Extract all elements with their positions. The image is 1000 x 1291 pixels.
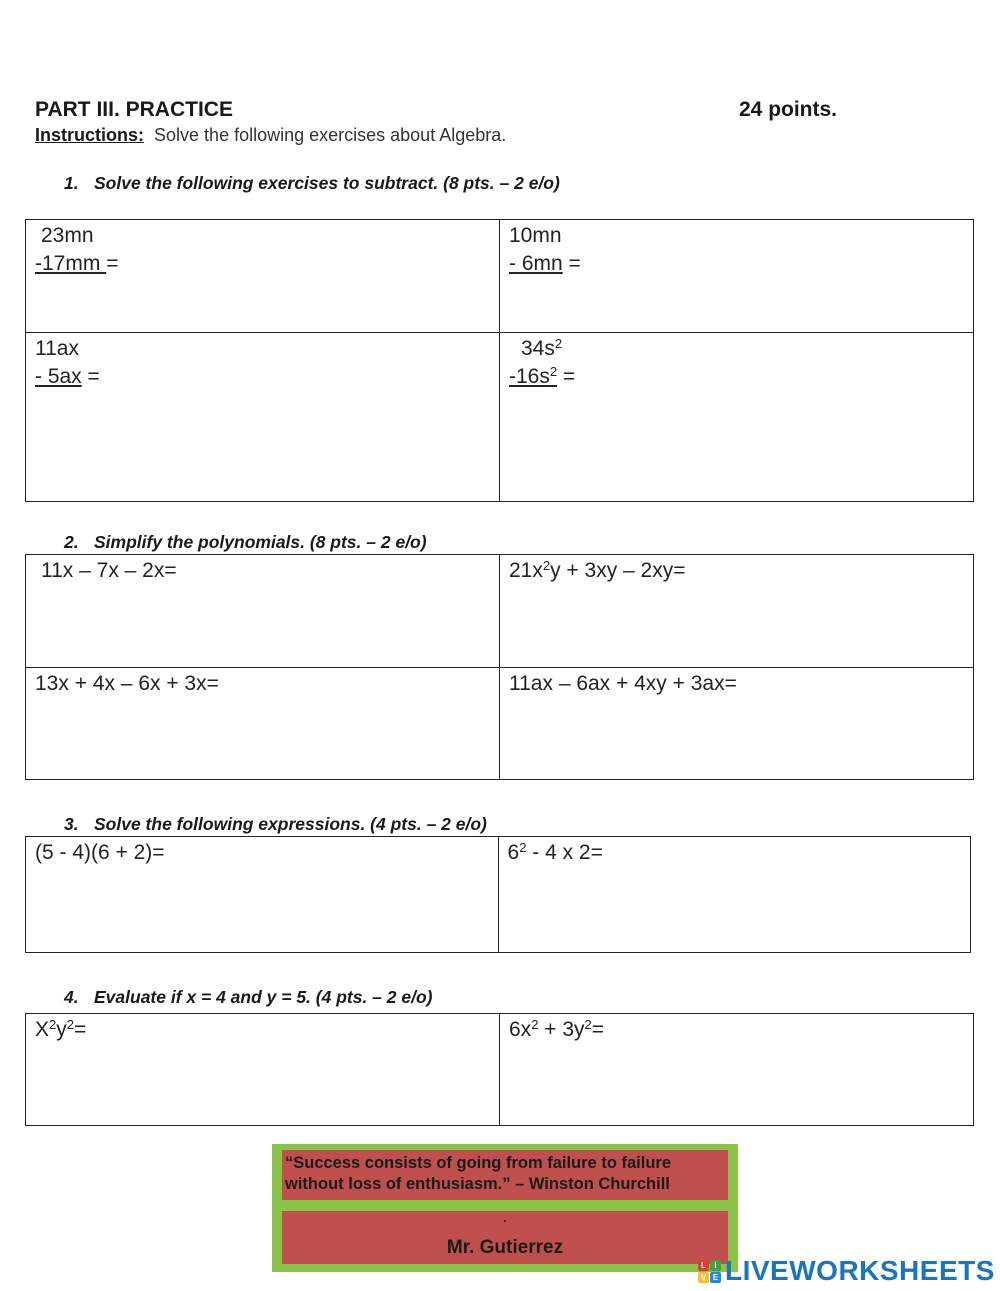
minuend: 11ax [35,337,79,360]
instructions-label: Instructions: [35,125,145,145]
question-3-heading [64,814,487,835]
answer-cell[interactable] [26,220,500,333]
question-text: Solve the following expressions. (4 pts. – 2 e/o) [94,814,487,834]
answer-cell[interactable] [500,333,974,502]
instructions [35,125,506,146]
expression: $X^2y^2=$ [35,1017,87,1041]
answer-cell[interactable] [26,668,500,780]
question-2-heading [64,532,427,553]
question-1-table [25,219,974,502]
signature-dot: . [503,1211,507,1225]
minuend: $34s^2$ [521,336,563,360]
answer-cell[interactable] [26,555,500,668]
subtrahend: -17mm = [35,252,119,275]
minuend: 10mn [509,224,562,247]
question-4-table [25,1013,974,1126]
expression: 13x + 4x – 6x + 3x= [35,672,219,695]
subtrahend: $-16s^2$ = [509,364,576,388]
question-2-table [25,554,974,780]
question-text: Simplify the polynomials. (8 pts. – 2 e/o) [94,532,427,552]
expression: $6^2 - 4$ x 2= [507,840,603,864]
page-title: PART III. PRACTICE [35,98,233,121]
expression: 11ax – 6ax + 4xy + 3ax= [509,672,737,695]
answer-cell[interactable] [26,333,500,502]
quote-text: “Success consists of going from failure to failure without loss of enthusiasm.” – Winston Churchill [282,1150,728,1200]
answer-cell[interactable] [500,1014,974,1126]
question-number: 3. [64,814,79,834]
answer-cell[interactable] [500,668,974,780]
answer-cell[interactable] [26,837,499,953]
instructions-text: Solve the following exercises about Algebra. [154,125,507,145]
question-1-heading [64,173,560,194]
signature-box [282,1211,728,1264]
points-total: 24 points. [739,98,838,121]
question-number: 2. [64,532,79,552]
expression: $21x^2y + 3xy - 2xy=$ [509,558,686,582]
liveworksheets-logo [698,1256,995,1286]
question-number: 1. [64,173,79,193]
question-text: Evaluate if x = 4 and y = 5. (4 pts. – 2 e/o) [94,987,433,1007]
expression: $6x^2 + 3y^2=$ [509,1017,605,1041]
question-text: Solve the following exercises to subtract. (8 pts. – 2 e/o) [94,173,560,193]
question-4-heading [64,987,432,1008]
subtrahend: - 6mn = [509,252,581,275]
quote-box [272,1144,738,1272]
signature-name: Mr. Gutierrez [446,1237,564,1258]
answer-cell[interactable] [500,555,974,668]
expression: 11x – 7x – 2x= [41,559,177,582]
minuend: 23mn [41,224,94,247]
question-number: 4. [64,987,79,1007]
live-logo-icon: L I V E [698,1260,721,1283]
answer-cell[interactable] [26,1014,500,1126]
answer-cell[interactable] [500,220,974,333]
answer-cell[interactable] [498,837,971,953]
expression: (5 - 4)(6 + 2)= [35,841,165,864]
subtrahend: - 5ax = [35,365,100,388]
brand-name: LIVEWORKSHEETS [725,1255,995,1286]
question-3-table [25,836,971,953]
